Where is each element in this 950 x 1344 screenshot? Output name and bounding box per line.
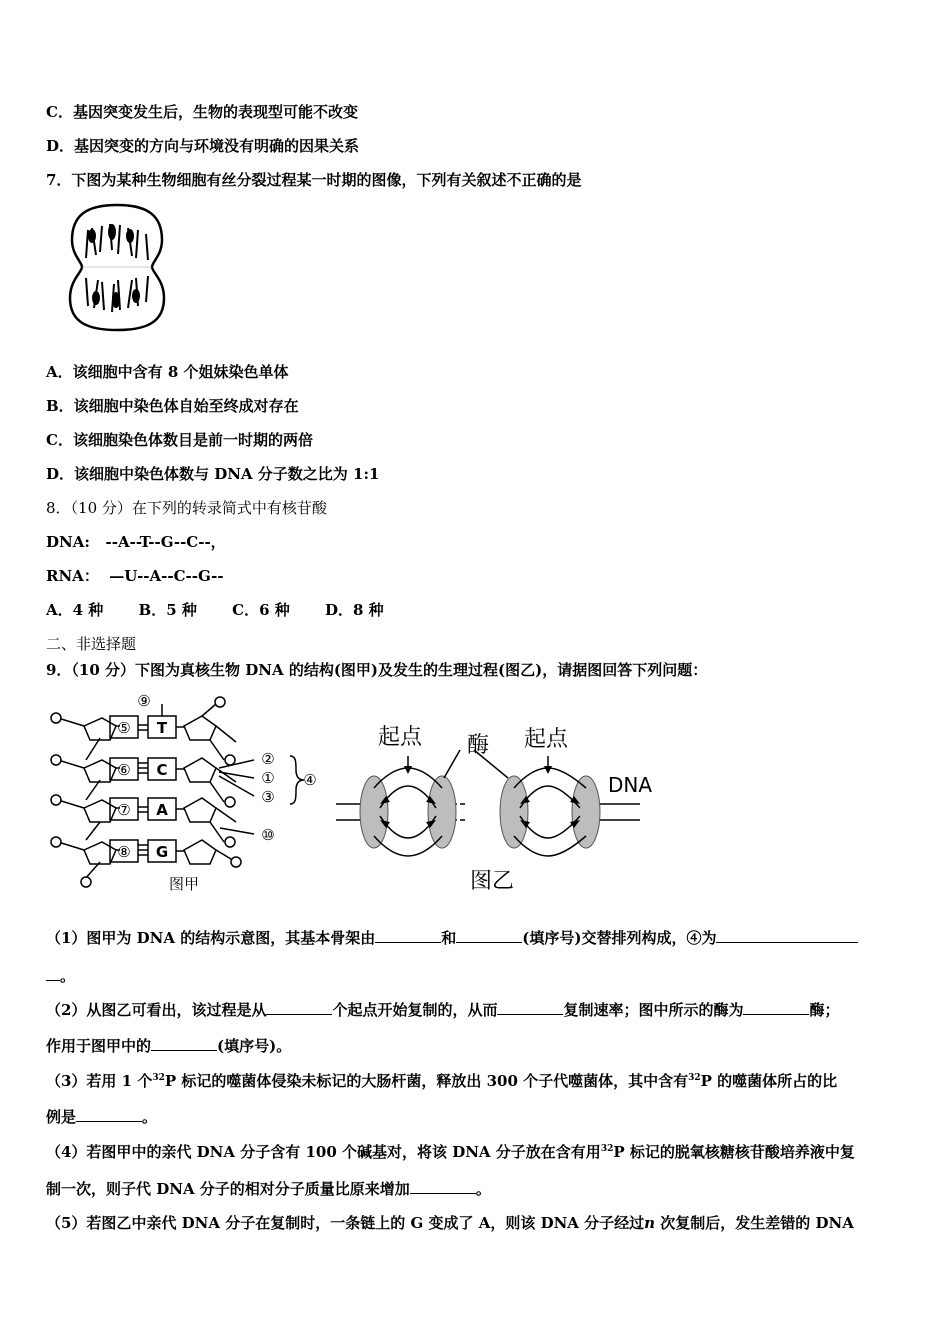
q9-sub5: （5）若图乙中亲代 DNA 分子在复制时，一条链上的 G 变成了 A，则该 DNA 分子经过n 次复制后，发生差错的 DNA	[46, 1214, 854, 1232]
q7-option-b: B．该细胞中染色体自始至终成对存在	[46, 397, 299, 415]
q8-option-c: C．6 种	[232, 601, 290, 619]
box-label: ⑥	[117, 761, 131, 779]
callout-label: ⑨	[137, 692, 151, 710]
q9-sub4-cont: 制一次，则子代 DNA 分子的相对分子质量比原来增加 。	[46, 1180, 491, 1198]
base-label: G	[155, 843, 169, 861]
origin-label-right: 起点	[523, 727, 569, 752]
q9-sub3-cont: 例是 。	[46, 1108, 158, 1126]
q7-option-d: D．该细胞中染色体数与 DNA 分子数之比为 1:1	[46, 465, 380, 483]
q9-sub4: （4）若图甲中的亲代 DNA 分子含有 100 个碱基对，将该 DNA 分子放在含有用$^{32}$P 标记的脱氧核糖核苷酸培养液中复	[46, 1143, 855, 1161]
box-label: ⑦	[117, 801, 131, 819]
answer-blank[interactable]	[375, 928, 441, 943]
answer-blank[interactable]	[46, 966, 60, 981]
q9-sub1-cont: 。	[46, 966, 75, 986]
q9-sub1: （1）图甲为 DNA 的结构示意图，其基本骨架由 和 (填序号)交替排列构成，④为	[46, 928, 858, 948]
callout-label: ④	[303, 771, 317, 789]
q9-sub3: （3）若用 1 个$^{32}$P 标记的噬菌体侵染未标记的大肠杆菌，释放出 300 个子代噬菌体，其中含有$^{32}$P 的噬菌体所占的比	[46, 1072, 838, 1090]
origin-label-left: 起点	[377, 725, 423, 750]
q7-option-a: A．该细胞中含有 8 个姐妹染色单体	[46, 363, 289, 381]
answer-blank[interactable]	[410, 1179, 476, 1194]
q9-sub2: （2）从图乙可看出，该过程是从 个起点开始复制的，从而 复制速率；图中所示的酶为 酶；	[46, 1001, 840, 1019]
q9-sub2-cont: 作用于图甲中的 (填序号)。	[46, 1037, 292, 1055]
answer-blank[interactable]	[266, 1000, 332, 1015]
callout-label: ①	[261, 769, 275, 787]
answer-blank[interactable]	[456, 928, 522, 943]
q8-stem: 8．（10 分）在下列的转录简式中有核苷酸	[46, 499, 327, 517]
q6-option-d: D．基因突变的方向与环境没有明确的因果关系	[46, 137, 360, 155]
box-label: ⑤	[117, 719, 131, 737]
dna-structure-figure	[44, 690, 334, 900]
base-label: C	[156, 761, 168, 779]
q8-option-b: B．5 种	[138, 601, 197, 619]
q8-option-a: A．4 种	[46, 601, 104, 619]
dna-label: DNA	[607, 773, 653, 797]
q6-option-c: C．基因突变发生后，生物的表现型可能不改变	[46, 103, 358, 121]
q8-rna-sequence: RNA： —U--A--C--G--	[46, 567, 224, 585]
callout-label: ③	[261, 788, 275, 806]
answer-blank[interactable]	[76, 1107, 142, 1122]
section-heading: 二、非选择题	[46, 635, 137, 653]
base-label: A	[156, 801, 168, 819]
callout-label: ②	[261, 750, 275, 768]
box-label: ⑧	[117, 843, 131, 861]
answer-blank[interactable]	[497, 1000, 563, 1015]
q8-options	[46, 600, 414, 620]
figure-jia-caption: 图甲	[168, 875, 200, 893]
base-label: T	[156, 719, 168, 737]
q8-dna-sequence: DNA: --A--T--G--C--，	[46, 533, 226, 551]
q9-stem: 9．（10 分）下图为真核生物 DNA 的结构(图甲)及发生的生理过程(图乙)，请据图回答下列问题：	[46, 661, 708, 679]
answer-blank[interactable]	[151, 1036, 217, 1051]
q7-stem: 7．下图为某种生物细胞有丝分裂过程某一时期的图像，下列有关叙述不正确的是	[46, 171, 582, 189]
mitosis-cell-figure	[62, 200, 172, 335]
answer-blank[interactable]	[716, 928, 858, 943]
answer-blank[interactable]	[743, 1000, 809, 1015]
dna-replication-figure	[334, 712, 664, 898]
callout-label: ⑩	[261, 826, 275, 844]
enzyme-label: 酶	[466, 733, 490, 758]
q7-option-c: C．该细胞染色体数目是前一时期的两倍	[46, 431, 313, 449]
figure-yi-caption: 图乙	[469, 869, 515, 894]
q8-option-d: D．8 种	[324, 601, 384, 619]
